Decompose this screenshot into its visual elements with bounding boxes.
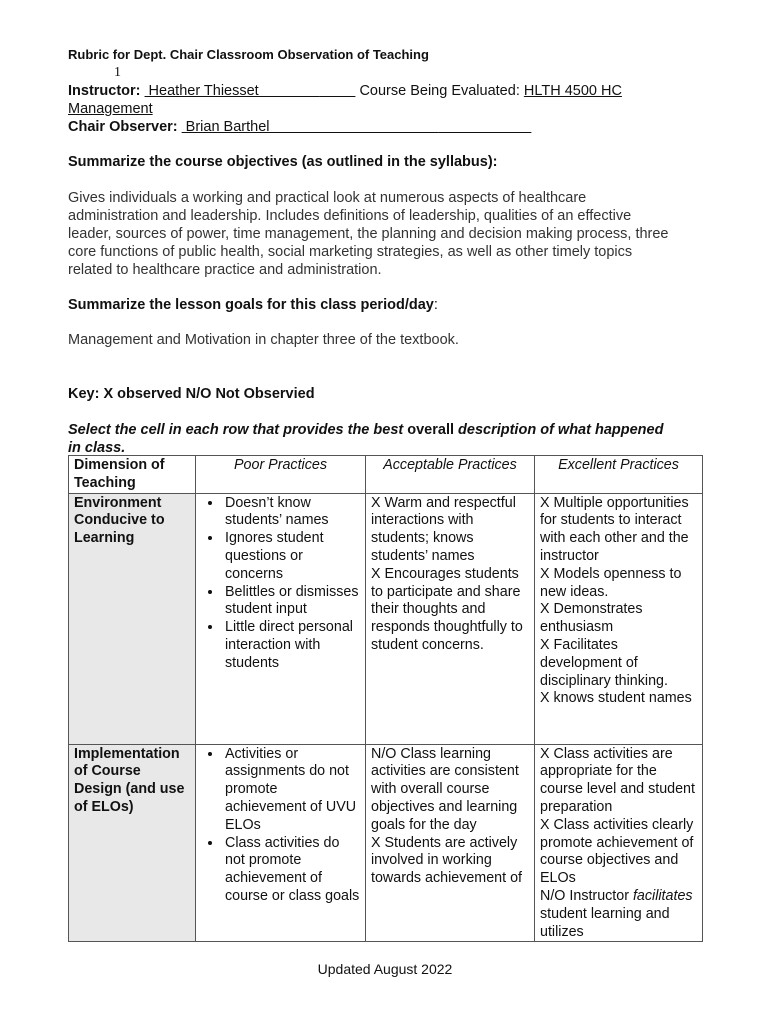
instructor-value: Heather Thiesset [144,83,320,99]
row-poor [196,744,366,942]
list-item: • Belittles or dismisses student input [223,584,360,620]
row-excellent [535,744,703,942]
table-header-row [69,456,703,494]
list-item: X Students are actively involved in working towards achievement of [371,834,522,887]
list-item: N/O Instructor facilitates student learning and utilizes [540,887,693,940]
row-acceptable [366,493,535,744]
objectives-line: administration and leadership. Includes definitions of leadership, qualities of an effective [68,208,632,224]
row-dimension: Implementation of Course Design (and use of ELOs) [69,744,196,942]
objectives-line: Gives individuals a working and practical look at numerous aspects of healthcare [68,190,587,206]
objectives-text [68,189,708,279]
course-value: HLTH 4500 HC [523,83,622,99]
objectives-line: related to healthcare practice and administration. [68,262,382,278]
row-excellent [535,493,703,744]
table-row [69,744,703,942]
list-item: X Demonstrates enthusiasm [540,601,643,636]
row-dimension: Environment Conducive to Learning [69,493,196,744]
list-item: X Multiple opportunities for students to interact with each other and the instructor [540,494,689,564]
header-poor: Poor Practices [196,456,366,494]
objectives-heading: Summarize the course objectives (as outlined in the syllabus): [68,154,498,170]
header-dimension: Dimension of Teaching [69,456,196,494]
goals-heading: Summarize the lesson goals for this class period/day: [68,297,438,313]
table-row [69,493,703,744]
course-label: Course Being Evaluated: [359,83,520,99]
list-item: • Doesn’t know students’ names [223,495,360,531]
header-acceptable: Acceptable Practices [366,456,535,494]
row-poor [196,493,366,744]
key-legend: Key: X observed N/O Not Observied [68,386,315,402]
header-excellent: Excellent Practices [535,456,703,494]
list-item: X knows student names [540,690,692,707]
list-item: • Little direct personal interaction with students [223,619,360,672]
list-item: X Encourages students to participate and share their thoughts and responds thoughtfully to student concerns. [371,565,523,653]
rubric-table [68,455,703,942]
list-item: N/O Class learning activities are consistent with overall course objectives and learning goals for the day [371,745,519,833]
list-item: X Facilitates development of disciplinary thinking. [540,636,668,689]
observer-value: Brian Barthel [181,119,439,135]
list-item: X Warm and respectful interactions with students; knows students’ names [371,494,516,564]
list-item: • Ignores student questions or concerns [223,530,360,583]
observer-label: Chair Observer: [68,119,178,135]
footer: Updated August 2022 [317,961,453,977]
document-title: Rubric for Dept. Chair Classroom Observation of Teaching [68,47,429,62]
row-acceptable [366,744,535,942]
objectives-line: leader, sources of power, time management, the planning and decision making process, three [68,226,669,242]
instructor-label: Instructor: [68,83,141,99]
objectives-line: core functions of public health, social marketing strategies, as well as other timely topics [68,244,633,260]
list-item: • Class activities do not promote achievement of course or class goals [223,835,360,906]
goals-text: Management and Motivation in chapter three of the textbook. [68,332,459,348]
list-item: • Activities or assignments do not promote achievement of UVU ELOs [223,746,360,835]
instructor-line [68,82,622,100]
course-value-continued: Management [68,101,153,117]
list-item: X Class activities clearly promote achievement of course objectives and ELOs [540,816,694,887]
observer-line [68,118,531,136]
instructions: Select the cell in each row that provides the best overall description of what happened in class. [68,422,664,456]
list-item: X Class activities are appropriate for the course level and student preparation [540,745,695,815]
page-number: 1 [114,65,121,80]
list-item: X Models openness to new ideas. [540,565,682,600]
